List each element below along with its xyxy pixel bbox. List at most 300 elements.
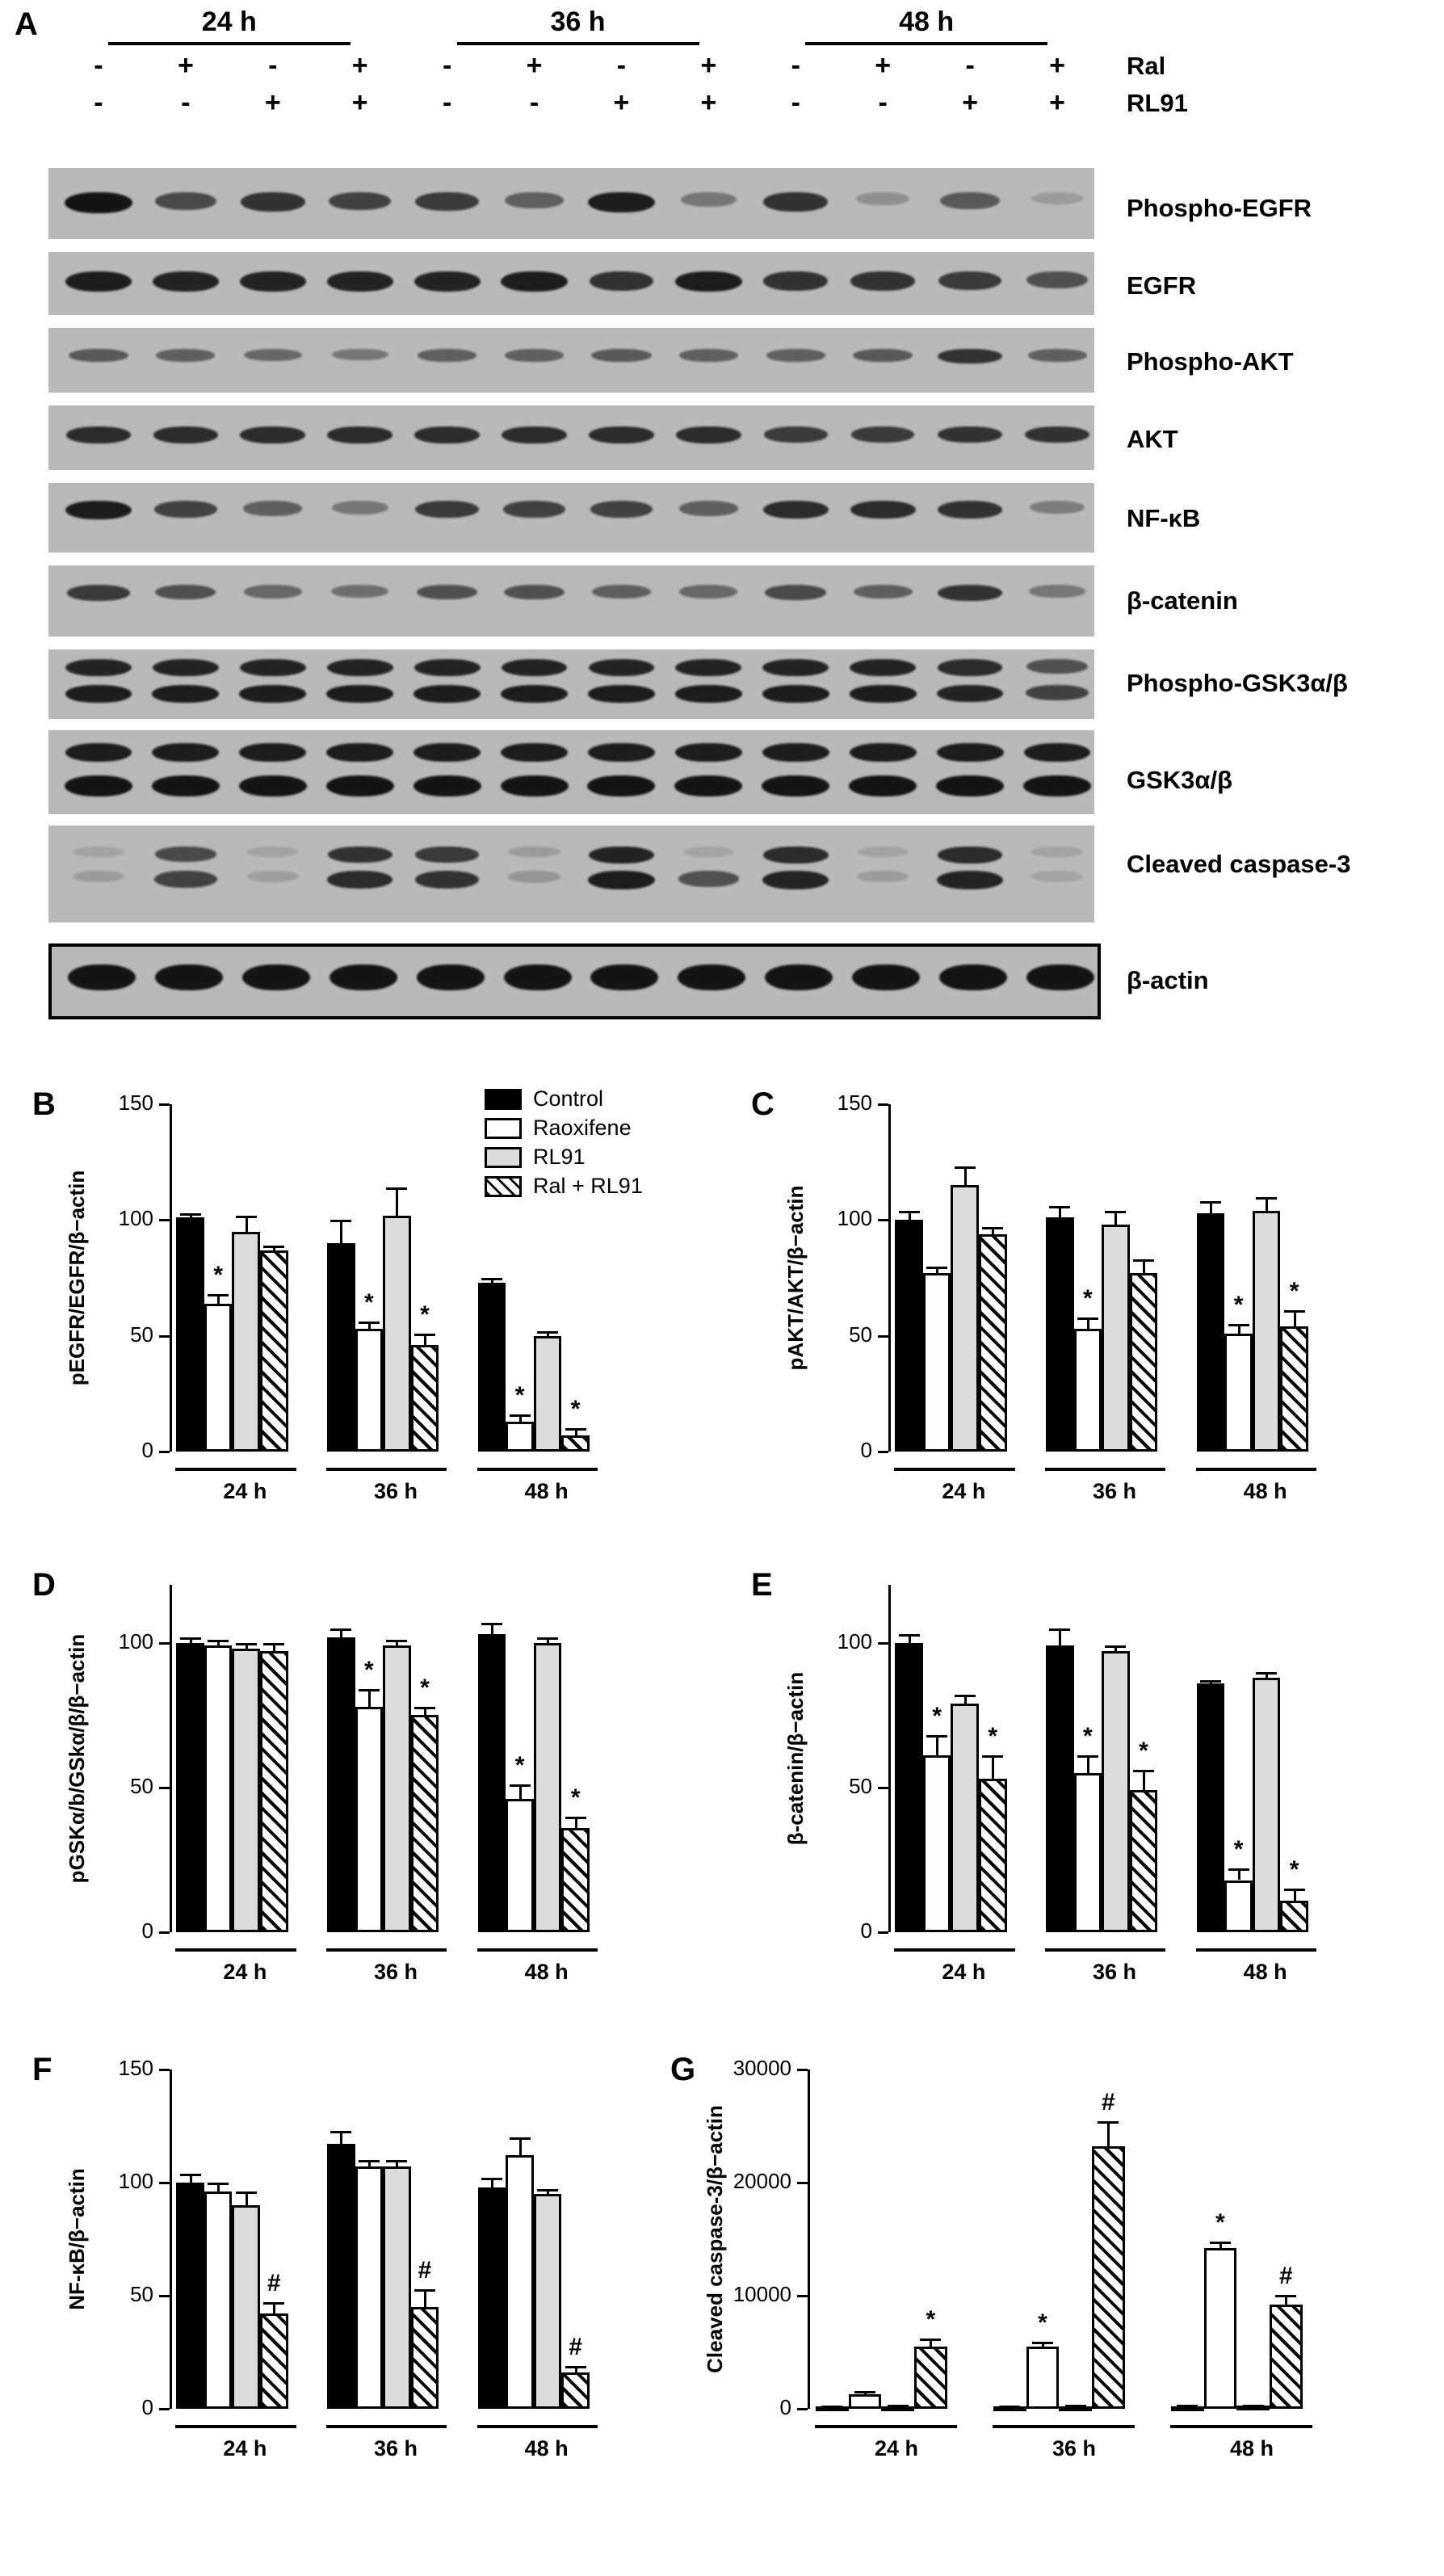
bar-d-grey-1 [232,1649,260,1932]
y-tick-label: 150 [118,2056,153,2080]
blot-band [240,659,306,676]
blot-band [327,271,393,292]
y-axis-title-c: pAKT/AKT/β−actin [783,1185,808,1371]
blot-band [152,775,220,796]
panel-g-letter: G [670,2052,696,2087]
group-underline [175,2425,296,2428]
error-bar-cap [359,1322,380,1324]
error-bar-cap [1077,1317,1098,1320]
blot-band [762,775,829,796]
time-header-3: 48 h [899,6,955,37]
group-label-f-2: 36 h [373,2436,418,2460]
error-bar-cap [899,1211,920,1213]
blot-band [589,847,655,864]
y-tick [159,1931,170,1934]
error-bar-cap [982,1227,1003,1229]
treatment-sign-ral-lane5: - [442,50,452,81]
error-bar-cap [481,1623,502,1625]
blot-band [853,349,913,362]
error-bar [246,1216,248,1232]
y-tick [878,1335,888,1338]
blot-band [679,501,738,516]
blot-band [331,585,388,598]
error-bar-cap [955,1695,976,1697]
blot-band [675,659,741,676]
blot-label-5: NF-κB [1127,504,1201,532]
error-bar-cap [263,2302,284,2305]
blot-band [936,775,1004,796]
blot-band [504,585,565,599]
blot-label-3: Phospho-AKT [1127,347,1294,376]
group-underline [1196,1948,1316,1952]
treatment-row-label-ral: Ral [1127,52,1166,80]
error-bar-cap [386,1187,407,1190]
treatment-sign-rl91-lane6: - [529,87,539,118]
error-bar-cap [1133,1259,1154,1262]
treatment-sign-ral-lane3: - [268,50,278,81]
blot-label-9: Cleaved caspase-3 [1127,850,1351,878]
blot-band [65,775,132,796]
group-underline [1045,1468,1165,1471]
blot-band [65,659,132,676]
error-bar-cap [926,1267,947,1269]
significance-mark: * [1083,1284,1093,1312]
bar-c-grey-2 [1102,1225,1130,1452]
blot-band [674,775,742,796]
blot-band [508,871,560,883]
y-tick [797,2295,808,2297]
error-bar-cap [1200,1680,1221,1683]
error-bar-cap [330,1628,351,1631]
error-bar-cap [481,2178,502,2180]
group-underline [175,1468,296,1471]
significance-mark: # [1279,2262,1293,2289]
blot-band [766,349,825,362]
blot-band [938,349,1002,363]
blot-band [242,964,310,990]
bar-d-black-1 [176,1643,204,1932]
treatment-sign-rl91-lane1: - [94,87,103,118]
y-tick-label: 30000 [732,2056,791,2080]
blot-band [850,271,915,291]
blot-band [413,685,481,703]
blot-band [505,349,564,362]
blot-label-1: Phospho-EGFR [1127,194,1312,222]
blot-band [327,427,392,443]
chart-panel-e [751,1567,1381,2011]
blot-band [417,964,485,990]
error-bar-cap [180,1637,201,1640]
error-bar [964,1166,967,1185]
error-bar-cap [330,2131,351,2133]
blot-band [326,685,393,703]
y-tick-label: 0 [141,2395,153,2419]
bar-d-black-3 [478,1634,506,1932]
blot-strip-3 [48,328,1094,393]
blot-band [505,192,564,208]
y-tick [159,1642,170,1645]
treatment-sign-ral-lane6: + [526,50,543,81]
y-tick [159,2408,170,2410]
y-tick [878,1787,888,1789]
blot-band [849,775,917,796]
bar-b-black-3 [478,1283,506,1452]
legend-label: RL91 [533,1145,586,1169]
blot-band [588,685,655,703]
group-label-b-2: 36 h [373,1479,418,1503]
bar-f-grey-1 [232,2205,260,2409]
blot-strip-8 [48,730,1094,814]
blot-band [678,964,745,990]
significance-mark: * [364,1289,374,1317]
significance-mark: * [420,1674,430,1701]
blot-band [326,775,394,796]
y-tick-label: 50 [849,1322,872,1347]
bar-b-white-2 [355,1329,384,1452]
blot-band [330,964,397,990]
bar-f-grey-2 [383,2166,411,2409]
treatment-sign-rl91-lane8: + [700,87,717,118]
blot-band [241,192,305,212]
significance-mark: * [570,1396,581,1423]
blot-band [239,775,307,796]
treatment-sign-rl91-lane3: + [264,87,281,118]
group-underline [993,2425,1135,2428]
error-bar-cap [1284,1310,1305,1313]
y-tick [797,2069,808,2071]
group-label-c-2: 36 h [1092,1479,1136,1503]
blot-band [155,192,216,210]
error-bar-cap [263,1643,284,1645]
error-bar-cap [537,1637,558,1640]
blot-band [154,871,216,888]
blot-band [415,192,479,211]
group-label-e-3: 48 h [1243,1960,1287,1984]
bar-d-hatch-3 [561,1828,590,1932]
panel-f-letter: F [32,2052,52,2087]
significance-mark: * [932,1703,942,1730]
error-bar-cap [236,2191,257,2194]
blot-band [414,659,481,676]
time-header-underline-3 [805,42,1047,45]
error-bar-cap [208,1640,229,1642]
blot-band [1026,685,1088,700]
treatment-sign-rl91-lane10: - [878,87,888,118]
blot-strip-1 [48,168,1094,239]
group-underline [894,1468,1014,1471]
treatment-sign-ral-lane10: + [875,50,892,81]
blot-band [938,585,1002,601]
blot-band [415,847,479,863]
y-tick [878,1219,888,1221]
y-tick-label: 50 [849,1773,872,1798]
blot-strip-4 [48,406,1094,470]
error-bar-cap [414,1334,435,1336]
blot-band [501,685,568,703]
blot-band [65,501,132,519]
bar-f-hatch-2 [411,2307,439,2409]
blot-band [502,427,567,443]
bar-e-black-3 [1197,1683,1225,1932]
significance-mark: * [1083,1723,1093,1750]
time-header-2: 36 h [550,6,606,37]
y-tick-label: 100 [118,2169,153,2193]
y-tick [159,1451,170,1453]
group-label-e-2: 36 h [1092,1960,1136,1984]
blot-band [240,271,306,292]
y-tick [159,2182,170,2184]
group-label-b-3: 48 h [524,1479,569,1503]
blot-band [501,271,568,292]
group-underline [477,1948,598,1952]
blot-band [413,775,481,796]
blot-band [678,871,739,887]
blot-band [239,743,306,762]
y-tick [878,1931,888,1934]
bar-g-hatch-1 [914,2347,947,2409]
group-underline [815,2425,957,2428]
significance-mark: * [1038,2309,1047,2337]
error-bar-cap [481,1278,502,1280]
blot-band [854,585,913,599]
blot-band [329,192,391,210]
error-bar-cap [565,1428,586,1431]
blot-band [417,585,477,599]
panel-c-letter: C [751,1086,774,1122]
blot-band [152,743,219,762]
error-bar-cap [1105,1645,1126,1648]
significance-mark: * [1233,1836,1244,1864]
blot-band [763,271,828,291]
y-tick-label: 100 [118,1628,153,1654]
error-bar-cap [1077,1755,1098,1758]
group-label-d-2: 36 h [373,1960,418,1984]
bar-c-black-1 [895,1220,923,1452]
bar-c-grey-1 [951,1185,979,1452]
blot-band [156,349,215,362]
error-bar-cap [1256,1197,1277,1200]
group-label-c-1: 24 h [942,1479,986,1503]
blot-band [765,585,826,600]
y-tick-label: 0 [141,1438,153,1462]
bar-f-grey-3 [534,2194,562,2409]
bar-b-white-3 [506,1422,534,1452]
significance-mark: # [418,2256,432,2284]
legend-label: Ral + RL91 [533,1174,643,1198]
significance-mark: * [514,1382,525,1410]
blot-band [937,743,1004,762]
group-underline [1170,2425,1312,2428]
error-bar-cap [982,1755,1003,1758]
blot-band [68,964,136,990]
blot-band [762,743,829,762]
panel-b-letter: B [32,1086,56,1122]
blot-band [762,685,829,703]
blot-band [332,501,388,515]
bar-e-white-1 [923,1755,951,1932]
bar-e-grey-2 [1102,1651,1130,1932]
bar-c-hatch-1 [979,1234,1007,1452]
error-bar-cap [1228,1324,1249,1326]
y-tick-label: 100 [118,1206,153,1231]
blot-band [244,585,302,599]
y-tick [878,1451,888,1453]
group-label-e-1: 24 h [942,1960,986,1984]
error-bar [1294,1310,1296,1326]
blot-band [1026,964,1094,990]
blot-band [414,271,481,292]
blot-band [69,349,128,362]
error-bar-cap [208,1294,229,1296]
error-bar-cap [236,1643,257,1645]
bar-b-grey-1 [232,1232,260,1452]
bar-g-white-3 [1204,2248,1237,2409]
blot-band [937,871,1003,889]
blot-band [679,585,737,599]
error-bar-cap [565,2366,586,2368]
error-bar-cap [510,2137,531,2140]
blot-band [592,585,651,599]
blot-band [939,964,1007,990]
blot-band [590,271,654,291]
treatment-sign-rl91-lane5: - [442,87,452,118]
bar-e-hatch-1 [979,1779,1007,1932]
bar-d-white-1 [204,1645,233,1932]
error-bar-cap [236,1216,257,1218]
blot-band [681,192,737,207]
treatment-sign-rl91-lane4: + [351,87,368,118]
significance-mark: * [1289,1278,1299,1305]
group-underline [894,1948,1014,1952]
bar-e-black-2 [1046,1645,1074,1932]
error-bar-cap [1133,1770,1154,1772]
blot-band [418,349,476,362]
blot-band [247,847,298,857]
error-bar-cap [821,2406,842,2408]
error-bar [340,1220,342,1243]
bar-b-hatch-1 [260,1250,288,1452]
error-bar [1143,1770,1145,1790]
error-bar-cap [1284,1889,1305,1891]
bar-f-white-3 [506,2155,534,2409]
error-bar-cap [1210,2242,1231,2244]
y-tick [797,2182,808,2184]
bar-f-black-1 [176,2183,204,2409]
error-bar [1107,2121,1110,2146]
blot-band [850,659,916,676]
blot-band [763,847,829,864]
error-bar-cap [208,2183,229,2185]
blot-band [1025,427,1089,443]
blot-band [856,192,909,205]
y-tick-label: 150 [118,1090,153,1115]
blot-band [1031,847,1082,857]
bar-b-grey-3 [534,1336,562,1452]
blot-band [679,349,738,362]
treatment-sign-ral-lane1: - [94,50,103,81]
blot-band [858,847,909,857]
time-header-1: 24 h [201,6,257,37]
significance-mark: # [569,2333,582,2360]
y-tick-label: 150 [837,1090,872,1115]
error-bar-cap [537,2189,558,2191]
panel-d-letter: D [32,1567,56,1603]
blot-band [332,349,388,360]
blot-band [155,847,216,862]
blot-band [675,685,742,703]
blot-band [154,501,216,518]
treatment-sign-rl91-lane11: + [962,87,979,118]
y-tick [878,1642,888,1645]
error-bar-cap [510,1784,531,1787]
error-bar [1087,1755,1089,1773]
group-underline [1196,1468,1316,1471]
blot-band [589,659,655,676]
error-bar-cap [1243,2405,1264,2407]
bar-g-white-2 [1026,2347,1060,2409]
treatment-sign-ral-lane7: - [616,50,627,81]
blot-band [243,501,302,516]
blot-band [501,743,568,762]
error-bar-cap [1177,2405,1198,2407]
panel-a-western-blots [0,0,1444,1074]
y-tick-label: 10000 [732,2282,791,2306]
blot-band [589,427,654,443]
significance-mark: * [1289,1856,1299,1884]
significance-mark: * [570,1784,581,1811]
blot-band [588,192,655,212]
bar-e-white-3 [1224,1881,1253,1933]
error-bar [424,2289,426,2307]
blot-band [937,685,1003,702]
error-bar-cap [854,2391,875,2393]
bar-e-hatch-3 [1280,1901,1308,1932]
plot-area-g [808,2070,1343,2409]
error-bar-cap [1049,1206,1070,1208]
blot-band [65,192,132,213]
treatment-sign-ral-lane4: + [351,50,368,81]
blot-band [764,427,828,443]
bar-b-hatch-3 [561,1435,590,1452]
blot-band [413,743,481,762]
error-bar-cap [1098,2121,1119,2124]
blot-band [590,501,653,518]
blot-band [414,427,480,443]
blot-label-4: AKT [1127,425,1178,453]
significance-mark: * [1233,1292,1244,1319]
y-axis-title-f: NF-κB/β−actin [65,2168,89,2310]
blot-band [852,964,920,990]
bar-b-black-1 [176,1217,204,1452]
bar-c-white-3 [1224,1334,1253,1452]
bar-c-white-2 [1074,1329,1102,1452]
bar-g-white-1 [849,2394,882,2409]
blot-band [591,349,651,362]
bar-e-grey-3 [1253,1678,1281,1932]
bar-f-hatch-3 [561,2372,590,2409]
bar-e-white-2 [1074,1773,1102,1932]
bar-f-black-2 [327,2144,355,2409]
legend-label: Raoxifene [533,1116,632,1140]
blot-band [73,871,124,882]
group-label-c-3: 48 h [1243,1479,1287,1503]
blot-band [940,192,1000,209]
error-bar-cap [180,2174,201,2176]
error-bar [368,1689,371,1707]
error-bar-cap [565,1817,586,1819]
blot-band [65,743,132,762]
y-tick-label: 50 [130,1322,153,1347]
